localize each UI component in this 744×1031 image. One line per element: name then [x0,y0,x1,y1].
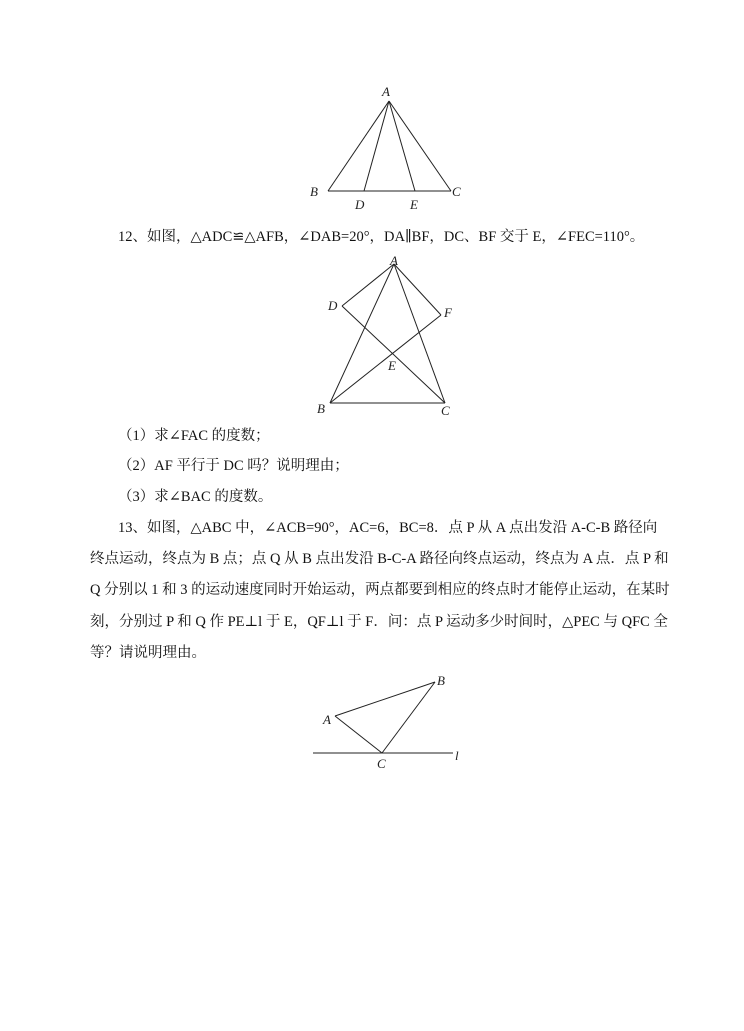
segment-ad [342,264,394,306]
segment-ac [389,101,451,191]
figure-congruent-triangles [310,252,470,422]
label-a: A [382,84,390,99]
label-e: E [388,358,396,373]
q12-sub1: （1）求∠FAC 的度数； [118,428,270,444]
segment-fb [330,315,441,403]
segment-bc [382,682,435,753]
label-d: D [328,298,338,313]
segment-ac [335,716,382,753]
segment-ad [364,101,389,191]
label-d: D [355,197,365,212]
segment-dc [342,306,445,403]
label-l: l [455,748,459,763]
q13-line2: 终点运动，终点为 B 点；点 Q 从 B 点出发沿 B-C-A 路径向终点运动，终点为 A 点．点 P 和 [90,551,669,567]
label-c: C [452,184,461,199]
label-c: C [377,756,386,771]
label-f: F [444,305,452,320]
segment-ac [394,264,445,403]
q13-line3: Q 分别以 1 和 3 的运动速度同时开始运动，两点都要到相应的终点时才能停止运动，在某时 [90,582,670,598]
label-a: A [390,253,398,268]
segment-af [394,264,441,315]
q13-line1: 13、如图，△ABC 中，∠ACB=90°，AC=6，BC=8．点 P 从 A 点出发沿 A-C-B 路径向 [118,520,658,536]
segment-ab [330,264,394,403]
q13-line5: 等？请说明理由。 [90,645,206,661]
q12-sub2: （2）AF 平行于 DC 吗？说明理由； [118,458,349,474]
segment-ae [389,101,415,191]
q13-line4: 刻，分别过 P 和 Q 作 PE⊥l 于 E，QF⊥l 于 F．问：点 P 运动多少时间时，△PEC 与 QFC 全 [90,614,668,630]
label-b: B [310,184,318,199]
figure-triangle-abc-de [300,78,480,218]
label-b: B [437,673,445,688]
figure-right-triangle-line [305,668,480,778]
q12-sub3: （3）求∠BAC 的度数。 [118,489,273,505]
label-a: A [323,712,331,727]
label-b: B [317,401,325,416]
segment-ab [335,682,435,716]
label-c: C [441,403,450,418]
label-e: E [410,197,418,212]
segment-ab [328,101,389,191]
q12-stem: 12、如图，△ADC≌△AFB，∠DAB=20°，DA∥BF，DC、BF 交于 E，∠FEC=110°。 [118,229,645,245]
